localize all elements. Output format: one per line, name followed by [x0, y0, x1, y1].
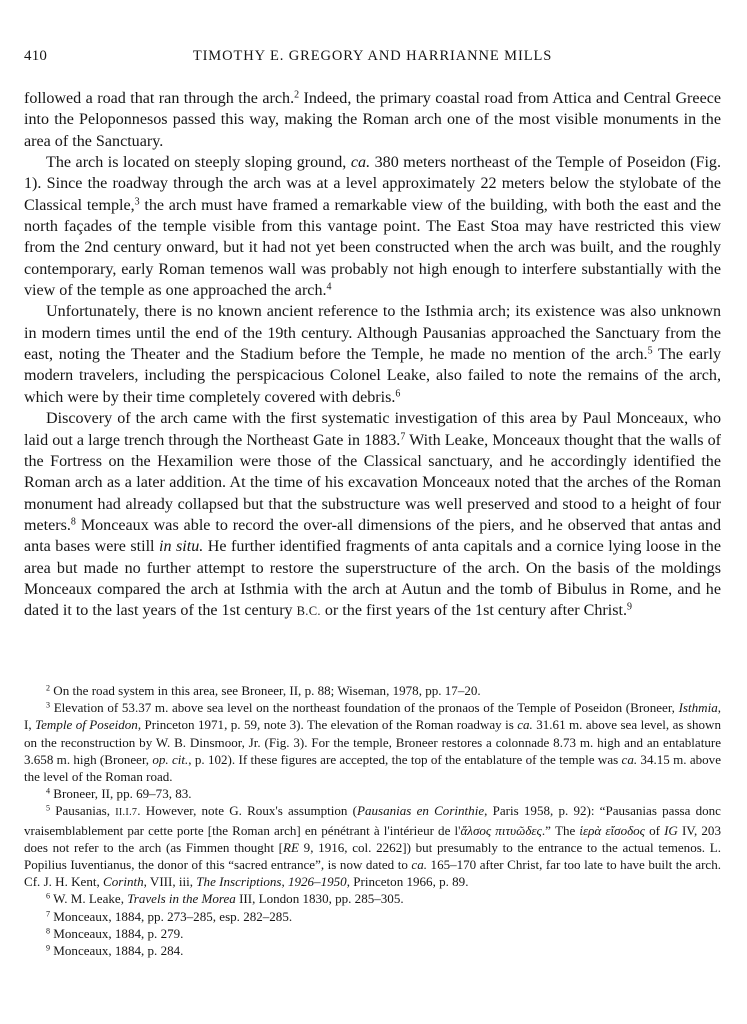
footnote-6: $^6$ W. M. Leake, Travels in the Morea III, London 1830, pp. 285–305.: [46, 891, 404, 907]
paragraph-3: Unfortunately, there is no known ancient reference to the Isthmia arch; its existence was also unknown in modern times until the end of the 19th century. Although Pausanias approached the Sanctuary from the east, noting the Theater and the Stadium before the Temple, he made no mention of the arch.$^5$ The early modern travelers, including the perspicacious Colonel Leake, also failed to note the remains of the arch, which were by their time completely covered with debris.$^6$: [24, 303, 721, 406]
page-header: [24, 48, 721, 70]
footnote-9: $^9$ Monceaux, 1884, p. 284.: [46, 943, 184, 959]
footnotes: [24, 682, 721, 959]
footnote-ref: 6: [395, 388, 401, 400]
footnote-3: $^3$ Elevation of 53.37 m. above sea level on the northeast foundation of the pronaos of the Temple of Poseidon (Broneer, Isthmia, I, Temple of Poseidon, Princeton 1971, p. 59, note 3). The elevation of the Roman roadway is ca. 31.61 m. above sea level, as shown on the reconstruction by W. B. Dinsmoor, Jr. (Fig. 3). For the temple, Broneer restores a colonnade 8.73 m. high and an entablature 3.658 m. high (Broneer, op. cit., p. 102). If these figures are accepted, the top of the entablature of the temple was ca. 34.15 m. above the level of the Roman road.: [24, 700, 721, 785]
page-number: 410: [24, 48, 48, 64]
paragraph-2: The arch is located on steeply sloping ground, ca. 380 meters northeast of the Temple of Poseidon (Fig. 1). Since the roadway through the arch was at a level approximately 22 meters below the stylobate of the Classical temple,$^3$ the arch must have framed a remarkable view of the building, with both the east and the north façades of the temple visible from this vantage point. The East Stoa may have restricted this view from the 2nd century onward, but it had not yet been constructed when the arch was built, and the roughly contemporary, early Roman temenos wall was probably not high enough to interfere substantially with the view of the temple as one approached the arch.$^4$: [24, 154, 721, 300]
footnote-4: $^4$ Broneer, II, pp. 69–73, 83.: [46, 786, 192, 802]
footnote-ref: 7: [400, 431, 406, 443]
footnote-ref: 8: [70, 516, 76, 528]
running-title: TIMOTHY E. GREGORY AND HARRIANNE MILLS: [192, 48, 553, 64]
body-text: [24, 88, 721, 623]
footnote-ref: 3: [134, 196, 140, 208]
footnote-ref: 5: [647, 345, 653, 357]
footnote-5: $^5$ Pausanias, II.I.7. However, note G. Roux's assumption (Pausanias en Corinthie, Paris 1958, p. 92): “Pausanias passa donc vraisemblablement par cette porte [the Roman arch] en pénétrant à l'intérieur de l'ἄλσος πιτυῶδες.” The ἱερὰ εἴσοδος of IG IV, 203 does not refer to the arch (as Fimmen thought [RE 9, 1916, col. 2262]) but presumably to the entrance to the actual temenos. L. Popilius Iuventianus, the donor of this “sacred entrance”, is now dated to ca. 165–170 after Christ, far too late to have built the arch. Cf. J. H. Kent, Corinth, VIII, iii, The Inscriptions, 1926–1950, Princeton 1966, p. 89.: [24, 803, 722, 890]
footnote-7: $^7$ Monceaux, 1884, pp. 273–285, esp. 282–285.: [46, 908, 293, 924]
paragraph-1: followed a road that ran through the arch.$^2$ Indeed, the primary coastal road from Attica and Central Greece into the Peloponnesos passed this way, making the Roman arch one of the most visible monuments in the area of the Sanctuary.: [24, 89, 721, 150]
paragraph-4: Discovery of the arch came with the first systematic investigation of this area by Paul Monceaux, who laid out a large trench through the Northeast Gate in 1883.$^7$ With Leake, Monceaux thought that the walls of the Fortress on the Hexamilion were those of the Classical sanctuary, and he accordingly identified the Roman arch as a later addition. At the time of his excavation Monceaux noted that the arches of the Roman monument had already collapsed but that the substructure was well preserved and stood to a height of four meters.$^8$ Monceaux was able to record the over-all dimensions of the piers, and he observed that antas and anta bases were still in situ. He further identified fragments of anta capitals and a cornice lying loose in the area but made no further attempt to restore the superstructure of the arch. On the basis of the moldings Monceaux compared the arch at Isthmia with the arch at Autun and the tomb of Bibulus in Rome, and he dated it to the last years of the 1st century B.C. or the first years of the 1st century after Christ.$^9$: [24, 410, 721, 620]
footnote-2: $^2$ On the road system in this area, see Broneer, II, p. 88; Wiseman, 1978, pp. 17–20.: [46, 683, 481, 698]
footnote-ref: 4: [326, 281, 332, 293]
footnote-ref: 2: [294, 89, 300, 101]
footnote-ref: 9: [626, 601, 632, 613]
footnote-8: $^8$ Monceaux, 1884, p. 279.: [46, 925, 184, 941]
